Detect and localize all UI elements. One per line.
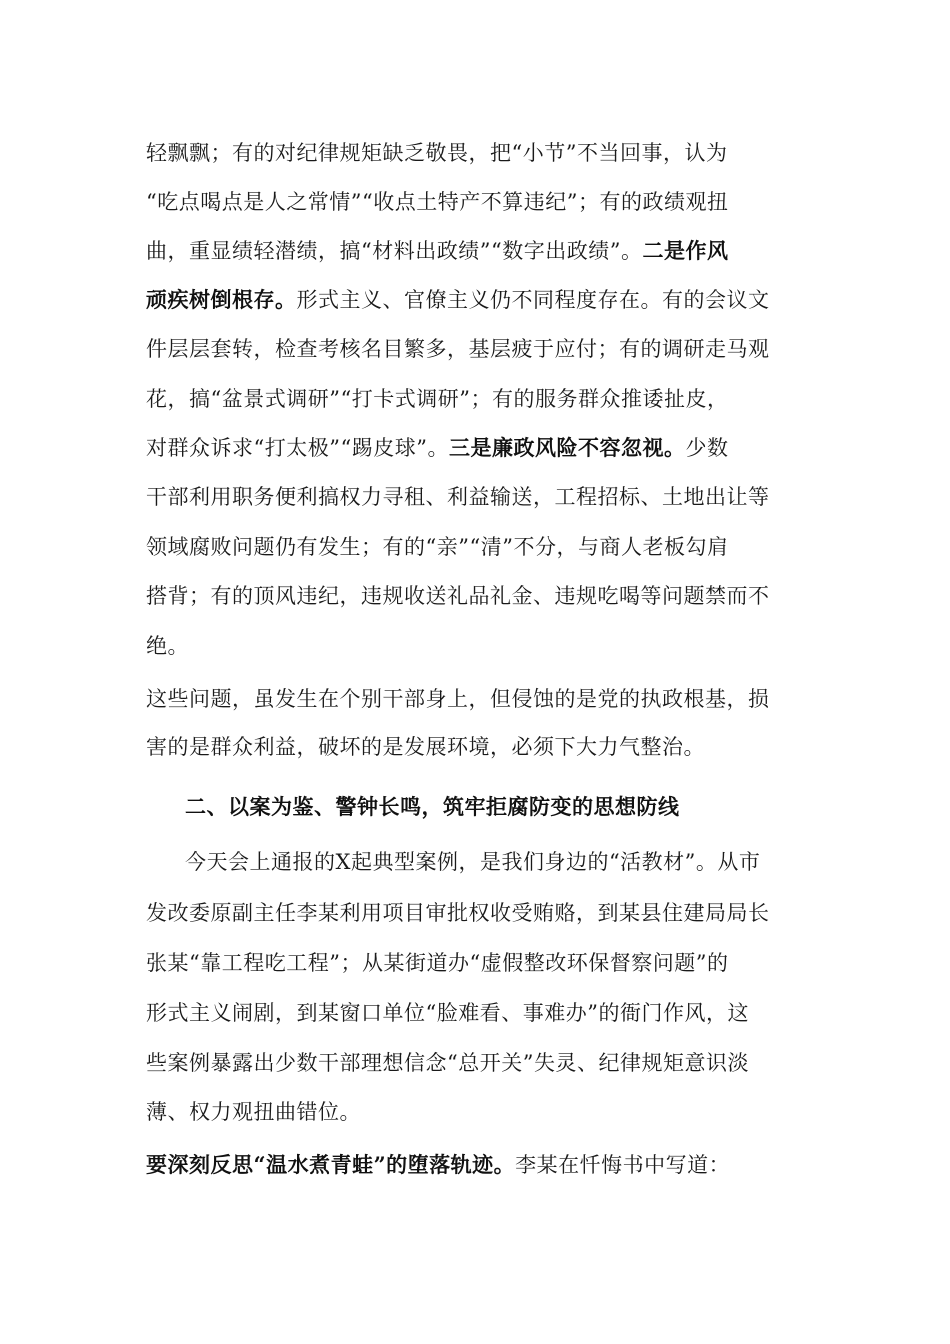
text-run: 形式主义闹剧，到某窗口单位“脸难看、事难办”的衙门作风，这 xyxy=(146,1001,749,1025)
text-run: 搭背；有的顶风违纪，违规收送礼品礼金、违规吃喝等问题禁而不 xyxy=(146,584,770,608)
text-run: 这些问题，虽发生在个别干部身上，但侵蚀的是党的执政根基，损 xyxy=(146,687,770,711)
body-line xyxy=(146,384,950,414)
body-line xyxy=(146,138,950,168)
text-run: 轻飘飘；有的对纪律规矩缺乏敬畏，把“小节”不当回事，认为 xyxy=(146,141,728,165)
text-run: 害的是群众利益，破坏的是发展环境，必须下大力气整治。 xyxy=(146,735,705,759)
body-line xyxy=(185,847,950,877)
text-run: “吃点喝点是人之常情”“收点土特产不算违纪”；有的政绩观扭 xyxy=(146,190,729,214)
body-line xyxy=(146,285,950,315)
text-run: 今天会上通报的X起典型案例，是我们身边的“活教材”。从市 xyxy=(185,850,761,874)
body-line xyxy=(146,1048,950,1078)
body-line xyxy=(146,433,950,463)
body-line xyxy=(146,187,950,217)
bold-heading-run: 二是作风 xyxy=(642,238,729,263)
body-line xyxy=(146,1097,950,1127)
text-run: 发改委原副主任李某利用项目审批权收受贿赂，到某县住建局局长 xyxy=(146,901,770,925)
body-line xyxy=(146,236,950,266)
text-run: 李某在忏悔书中写道： xyxy=(515,1153,731,1177)
body-line xyxy=(146,948,950,978)
text-run: 绝。 xyxy=(146,634,189,658)
body-line xyxy=(146,631,950,661)
text-run: 领域腐败问题仍有发生；有的“亲”“清”不分，与商人老板勾肩 xyxy=(146,535,729,559)
body-line xyxy=(146,998,950,1028)
text-run: 张某“靠工程吃工程”；从某街道办“虚假整改环保督察问题”的 xyxy=(146,951,729,975)
text-run: 些案例暴露出少数干部理想信念“总开关”失灵、纪律规矩意识淡 xyxy=(146,1051,749,1075)
text-run: 形式主义、官僚主义仍不同程度存在。有的会议文 xyxy=(296,288,770,312)
bold-heading-run: 三是廉政风险不容忽视。 xyxy=(448,435,686,460)
body-line xyxy=(146,898,950,928)
text-run: 干部利用职务便利搞权力寻租、利益输送，工程招标、土地出让等 xyxy=(146,485,770,509)
section-heading-text: 二、以案为鉴、警钟长鸣，筑牢拒腐防变的思想防线 xyxy=(185,794,680,819)
body-line xyxy=(146,581,950,611)
text-run: 花，搞“盆景式调研”“打卡式调研”；有的服务群众推诿扯皮， xyxy=(146,387,729,411)
body-line xyxy=(146,1150,950,1180)
text-run: 曲，重显绩轻潜绩，搞“材料出政绩”“数字出政绩”。 xyxy=(146,239,643,263)
text-run: 对群众诉求“打太极”“踢皮球”。 xyxy=(146,436,449,460)
body-line xyxy=(146,684,950,714)
bold-heading-run: 顽疾树倒根存。 xyxy=(146,287,297,312)
body-line xyxy=(146,334,950,364)
body-line xyxy=(146,482,950,512)
bold-heading-run: 要深刻反思“温水煮青蛙”的堕落轨迹。 xyxy=(146,1152,516,1177)
text-run: 薄、权力观扭曲错位。 xyxy=(146,1100,361,1124)
text-run: 少数 xyxy=(685,436,729,460)
body-line xyxy=(146,732,950,762)
section-heading xyxy=(185,792,950,822)
text-run: 件层层套转，检查考核名目繁多，基层疲于应付；有的调研走马观 xyxy=(146,337,770,361)
body-line xyxy=(146,532,950,562)
